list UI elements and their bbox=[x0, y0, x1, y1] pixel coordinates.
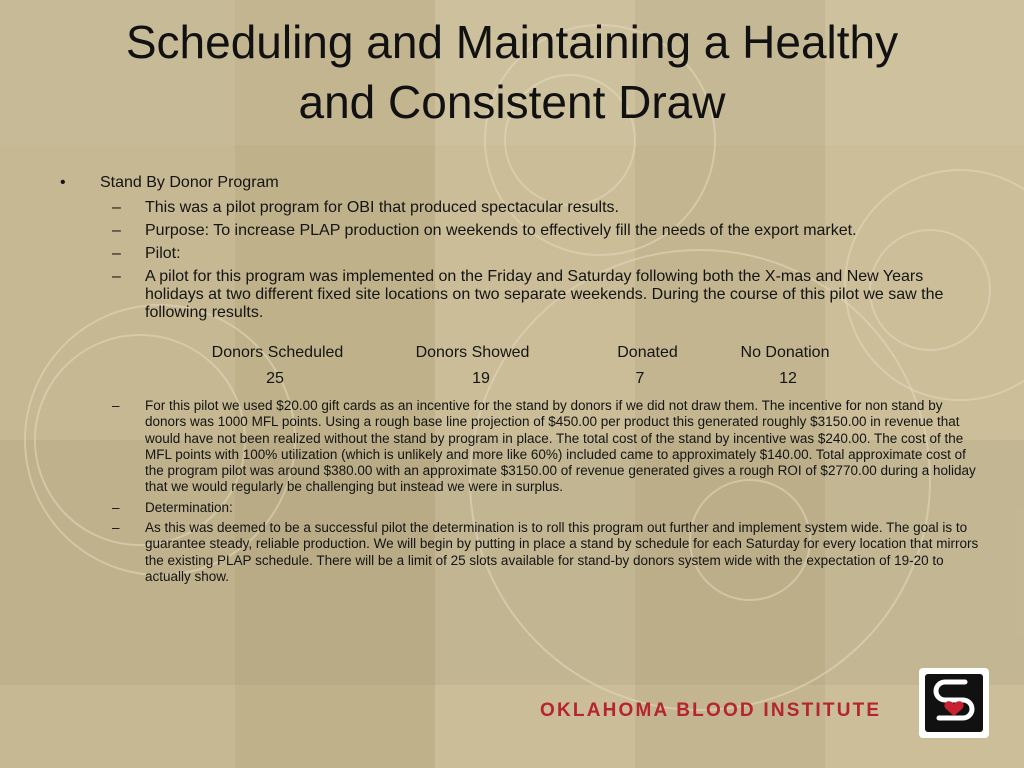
sub-bullet-text: A pilot for this program was implemented on the Friday and Saturday following both the X-mas and New Years holidays at two different fixed site locations on two separate weekends. During the course of this pilot we saw the following results. bbox=[145, 268, 944, 321]
bullet-text: Stand By Donor Program bbox=[100, 174, 279, 191]
detail-text: For this pilot we used $20.00 gift cards as an incentive for the stand by donors if we did not draw them. The incentive for non stand by donors was 1000 MFL points. Using a rough base line projection of $450.00 per product this generated roughly $3150.00 in revenue that would have not been realized without the stand by program in place. The total cost of the stand by incentive was $240.00. The cost of the MFL points with 100% utilization (which is unlikely and more like 60%) included came to approximately $140.00. Total approximate cost of the program pilot was around $380.00 with an approximate $3150.00 of revenue generated gives a rough ROI of $2770.00 during a holiday that we would regularly be challenging but instead we were in surplus. bbox=[145, 398, 976, 495]
col-header-donors-showed: Donors Showed bbox=[415, 344, 530, 361]
title-line-2: and Consistent Draw bbox=[298, 76, 726, 128]
dash-mark: – bbox=[112, 245, 121, 262]
sub-bullet-text: Purpose: To increase PLAP production on weekends to effectively fill the needs of the export market. bbox=[145, 222, 857, 239]
detail-list bbox=[60, 398, 985, 585]
dash-mark: – bbox=[112, 398, 120, 413]
detail-item bbox=[60, 500, 985, 516]
col-header-donated: Donated bbox=[617, 344, 678, 361]
sub-bullet bbox=[60, 245, 985, 263]
results-table bbox=[60, 334, 985, 394]
title-line-1: Scheduling and Maintaining a Healthy bbox=[125, 16, 899, 68]
value-donors-showed: 19 bbox=[472, 370, 490, 387]
value-donors-scheduled: 25 bbox=[266, 370, 284, 387]
detail-item bbox=[60, 398, 985, 496]
dash-mark: – bbox=[112, 268, 121, 285]
slide-title bbox=[40, 12, 984, 132]
dash-mark: – bbox=[112, 222, 121, 239]
sub-bullet-list bbox=[60, 199, 985, 322]
sub-bullet-text: This was a pilot program for OBI that produced spectacular results. bbox=[145, 199, 619, 216]
bullet-stand-by-donor-program bbox=[60, 172, 985, 194]
sub-bullet bbox=[60, 268, 985, 322]
detail-item bbox=[60, 520, 985, 585]
slide-body bbox=[60, 172, 985, 585]
obi-logo bbox=[919, 668, 989, 738]
value-no-donation: 12 bbox=[779, 370, 797, 387]
dash-mark: – bbox=[112, 499, 120, 515]
sub-bullet-text: Pilot: bbox=[145, 245, 181, 262]
dash-mark: – bbox=[112, 520, 120, 536]
obi-logo-icon bbox=[919, 668, 989, 738]
col-header-no-donation: No Donation bbox=[740, 344, 830, 361]
detail-text: Determination: bbox=[145, 499, 233, 515]
sub-bullet bbox=[60, 222, 985, 240]
org-name: OKLAHOMA BLOOD INSTITUTE bbox=[540, 700, 882, 721]
dash-mark: – bbox=[112, 199, 121, 216]
value-donated: 7 bbox=[635, 370, 645, 387]
col-header-donors-scheduled: Donors Scheduled bbox=[211, 344, 344, 361]
bullet-dot: • bbox=[60, 174, 66, 191]
sub-bullet bbox=[60, 199, 985, 217]
detail-text: As this was deemed to be a successful pilot the determination is to roll this program out further and implement system wide. The goal is to guarantee steady, reliable production. We will begin by putting in place a stand by schedule for each Saturday for every location that mirrors the existing PLAP schedule. There will be a limit of 25 slots available for stand-by donors system wide with the expectation of 19-20 to actually show. bbox=[145, 520, 979, 584]
